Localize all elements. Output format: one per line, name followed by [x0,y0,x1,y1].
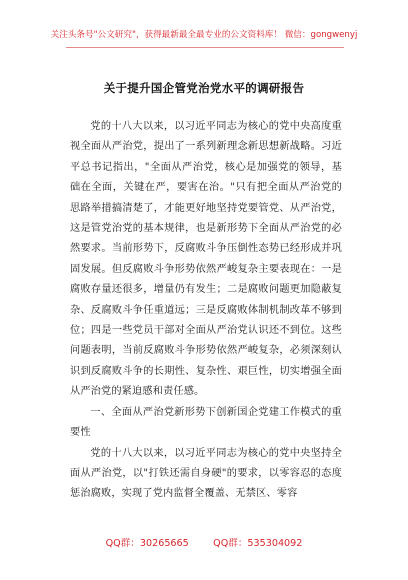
footer-qq-group-1: QQ群：30265665 [105,538,189,549]
footer-contact [0,535,408,549]
paragraph-intro: 党的十八大以来，以习近平同志为核心的党中央高度重视全面从严治党，提出了一系列新理念新思想新战略。习近平总书记指出，"全面从严治党，核心是加强党的领导，基础在全面，关键在严，要害在治。"只有把全面从严治党的思路举措搞清楚了，才能更好地坚持党要管党、从严治党，这是管党治党的基本规律，也是新形势下全面从严治党的必然要求。当前形势下，反腐败斗争压倒性态势已经形成并巩固发展。但反腐败斗争形势依然严峻复杂主要表现在：一是腐败存量还很多，增量仍有发生；二是腐败问题更加隐蔽复杂、反腐败斗争任重道远；三是反腐败体制机制改革不够到位；四是一些党员干部对全面从严治党认识还不到位。这些问题表明，当前反腐败斗争形势依然严峻复杂，必须深刻认识到反腐败斗争的长期性、复杂性、艰巨性，切实增强全面从严治党的紧迫感和责任感。 [70,121,342,398]
section-heading-1: 一、全面从严治党新形势下创新国企党建工作模式的重要性 [70,406,342,439]
header-divider [66,47,344,48]
document-title: 关于提升国企管党治党水平的调研报告 [103,81,305,95]
document-body [70,117,342,505]
header-banner: 关注头条号"公文研究"，获得最新最全最专业的公文资料库！ 微信：gongwenyj [50,30,358,40]
paragraph-section-1: 党的十八大以来，以习近平同志为核心的党中央坚持全面从严治党，以"打铁还需自身硬"的要求，以零容忍的态度惩治腐败，实现了党内监督全覆盖、无禁区、零容 [70,447,342,500]
footer-qq-group-2: QQ群：535304092 [213,538,303,549]
